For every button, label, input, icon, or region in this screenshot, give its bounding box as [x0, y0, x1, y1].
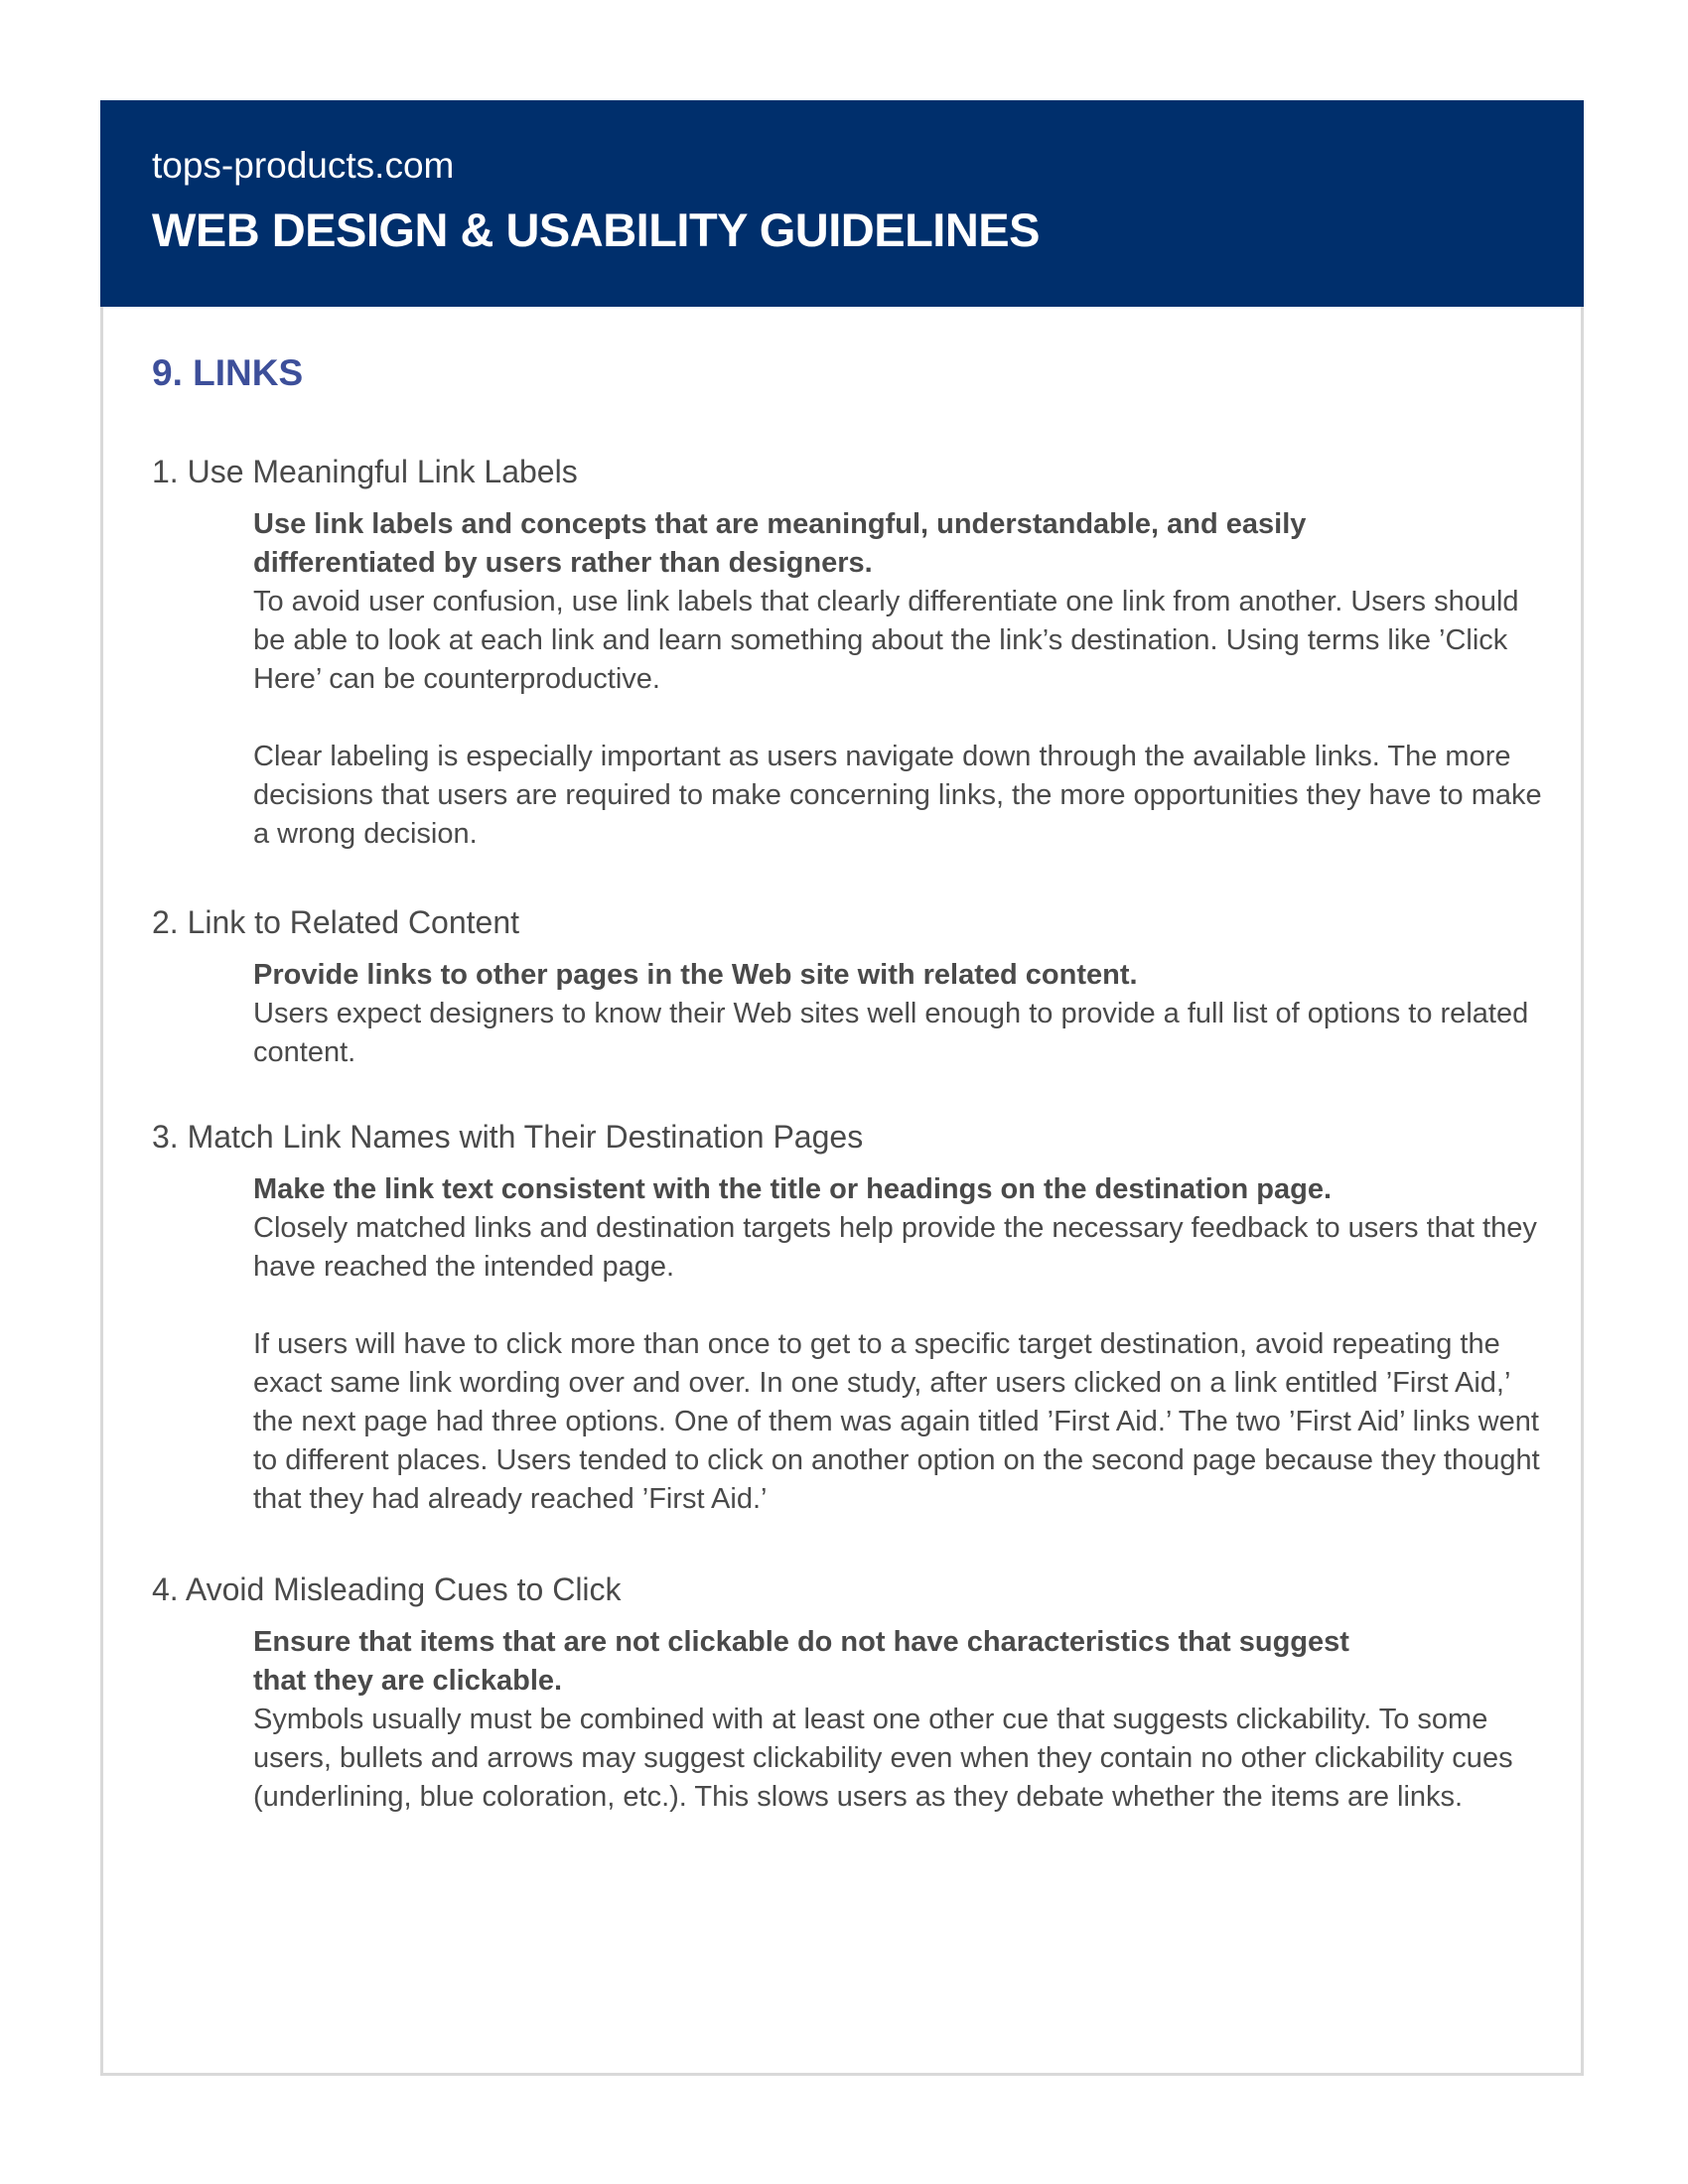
- site-name: tops-products.com: [152, 145, 455, 186]
- item-heading: 4. Avoid Misleading Cues to Click: [152, 1571, 622, 1607]
- item-body: [253, 505, 1544, 854]
- paragraph: Closely matched links and destination targets help provide the necessary feedback to users that they have reached the intended page.: [253, 1212, 1537, 1283]
- lead-text: Use link labels and concepts that are meaningful, understandable, and easily: [253, 508, 1307, 540]
- item-body: [253, 1170, 1544, 1519]
- item-body: [253, 1623, 1544, 1817]
- lead-text: Make the link text consistent with the title or headings on the destination page.: [253, 1173, 1333, 1205]
- lead-text: that they are clickable.: [253, 1665, 563, 1697]
- section-title: 9. LINKS: [152, 352, 304, 393]
- item-heading: 2. Link to Related Content: [152, 904, 520, 940]
- lead-text: Provide links to other pages in the Web site with related content.: [253, 959, 1138, 991]
- item-heading: 3. Match Link Names with Their Destination Pages: [152, 1119, 864, 1155]
- paragraph: To avoid user confusion, use link labels that clearly differentiate one link from another. Users should be able to look at each link and learn something about the link’s destination. Using terms like ’Click Here’ can be counterproductive.: [253, 586, 1519, 695]
- paragraph: If users will have to click more than once to get to a specific target destination, avoid repeating the exact same link wording over and over. In one study, after users clicked on a link entitled ’First Aid,’ the next page had three options. One of them was again titled ’First Aid.’ The two ’First Aid’ links went to different places. Users tended to click on another option on the second page because they thought that they had already reached ’First Aid.’: [253, 1328, 1540, 1515]
- lead-text: Ensure that items that are not clickable do not have characteristics that suggest: [253, 1626, 1349, 1658]
- lead-text: differentiated by users rather than designers.: [253, 547, 873, 579]
- paragraph: Users expect designers to know their Web sites well enough to provide a full list of options to related content.: [253, 998, 1529, 1068]
- paragraph: Symbols usually must be combined with at least one other cue that suggests clickability. To some users, bullets and arrows may suggest clickability even when they contain no other clickability cues (underlining, blue coloration, etc.). This slows users as they debate whether the items are links.: [253, 1704, 1513, 1813]
- document-title: WEB DESIGN & USABILITY GUIDELINES: [152, 204, 1040, 256]
- paragraph: Clear labeling is especially important as users navigate down through the available links. The more decisions that users are required to make concerning links, the more opportunities they have to make a wrong decision.: [253, 741, 1542, 850]
- item-heading: 1. Use Meaningful Link Labels: [152, 454, 578, 489]
- item-body: [253, 956, 1544, 1072]
